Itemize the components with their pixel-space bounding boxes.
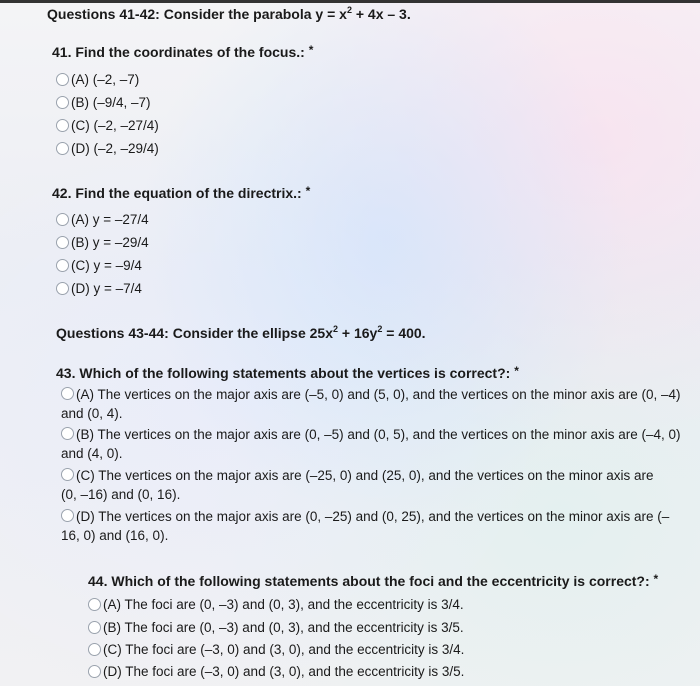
q44-option-c[interactable]: [88, 642, 464, 657]
q41-option-a[interactable]: [56, 72, 139, 87]
option-label: (B) The vertices on the major axis are (0, –5) and (0, 5), and the vertices on the minor axis are (–4, 0) and (4, 0).: [61, 427, 681, 461]
q43-option-b[interactable]: [61, 425, 681, 463]
required-marker: *: [308, 43, 314, 57]
q42-option-c[interactable]: [56, 258, 142, 273]
question-41-label: 41. Find the coordinates of the focus.:: [52, 44, 305, 60]
radio-button[interactable]: [61, 427, 74, 440]
option-label: (A) y = –27/4: [71, 212, 149, 227]
radio-button[interactable]: [61, 387, 74, 400]
top-border: [0, 0, 700, 3]
option-label: (D) The foci are (–3, 0) and (3, 0), and the eccentricity is 3/5.: [103, 664, 465, 679]
radio-button[interactable]: [56, 119, 69, 132]
q43-option-c[interactable]: [61, 466, 671, 504]
q41-option-d[interactable]: [56, 141, 159, 156]
radio-button[interactable]: [56, 96, 69, 109]
question-44-label: 44. Which of the following statements about the foci and the eccentricity is correct?:: [88, 573, 650, 589]
radio-button[interactable]: [56, 282, 69, 295]
q43-option-d[interactable]: [61, 507, 671, 545]
radio-button[interactable]: [56, 236, 69, 249]
group-header-text-end: = 400.: [382, 325, 426, 341]
q42-option-d[interactable]: [56, 281, 142, 296]
option-label: (C) y = –9/4: [71, 258, 142, 273]
option-label: (A) The foci are (0, –3) and (0, 3), and the eccentricity is 3/4.: [103, 597, 464, 612]
q41-option-c[interactable]: [56, 118, 159, 133]
group-header-text-mid: + 16y: [338, 325, 378, 341]
q42-option-b[interactable]: [56, 235, 149, 250]
question-44: [88, 572, 658, 589]
option-label: (C) (–2, –27/4): [71, 118, 159, 133]
option-label: (B) The foci are (0, –3) and (0, 3), and the eccentricity is 3/5.: [103, 620, 464, 635]
group-header-text-end: + 4x – 3.: [351, 6, 411, 22]
q44-option-d[interactable]: [88, 664, 464, 679]
group-header-parabola: [47, 6, 411, 22]
radio-button[interactable]: [61, 509, 74, 522]
q44-option-a[interactable]: [88, 597, 464, 612]
q42-option-a[interactable]: [56, 212, 149, 227]
required-marker: *: [653, 572, 659, 586]
radio-button[interactable]: [56, 259, 69, 272]
option-label: (D) y = –7/4: [71, 281, 142, 296]
option-label: (D) (–2, –29/4): [71, 141, 159, 156]
required-marker: *: [305, 184, 311, 198]
group-header-text: Questions 41-42: Consider the parabola y = x: [47, 6, 347, 22]
group-header-ellipse: [56, 325, 426, 341]
option-label: (D) The vertices on the major axis are (0, –25) and (0, 25), and the vertices on the minor axis are (–16, 0) and (16, 0).: [61, 509, 670, 543]
exponent: 2: [333, 324, 339, 334]
question-41: [52, 43, 313, 60]
radio-button[interactable]: [56, 142, 69, 155]
radio-button[interactable]: [88, 598, 101, 611]
option-label: (B) y = –29/4: [71, 235, 149, 250]
option-label: (A) (–2, –7): [71, 72, 140, 87]
question-42: [52, 184, 310, 201]
q43-option-a[interactable]: [61, 385, 681, 423]
exponent: 2: [346, 5, 352, 15]
radio-button[interactable]: [88, 621, 101, 634]
question-43-label: 43. Which of the following statements about the vertices is correct?:: [56, 365, 511, 381]
exponent: 2: [377, 324, 383, 334]
radio-button[interactable]: [56, 213, 69, 226]
radio-button[interactable]: [61, 468, 74, 481]
option-label: (C) The foci are (–3, 0) and (3, 0), and the eccentricity is 3/4.: [103, 642, 465, 657]
option-label: (C) The vertices on the major axis are (–25, 0) and (25, 0), and the vertices on the minor axis are (0, –16) and (0, 16).: [61, 468, 654, 502]
q44-option-b[interactable]: [88, 620, 464, 635]
question-43: [56, 364, 519, 381]
required-marker: *: [514, 364, 519, 378]
radio-button[interactable]: [56, 73, 69, 86]
group-header-text: Questions 43-44: Consider the ellipse 25x: [56, 325, 333, 341]
radio-button[interactable]: [88, 643, 101, 656]
option-label: (A) The vertices on the major axis are (–5, 0) and (5, 0), and the vertices on the minor axis are (0, –4) and (0, 4).: [61, 387, 681, 421]
q41-option-b[interactable]: [56, 95, 151, 110]
radio-button[interactable]: [88, 665, 101, 678]
option-label: (B) (–9/4, –7): [71, 95, 151, 110]
question-42-label: 42. Find the equation of the directrix.:: [52, 185, 302, 201]
